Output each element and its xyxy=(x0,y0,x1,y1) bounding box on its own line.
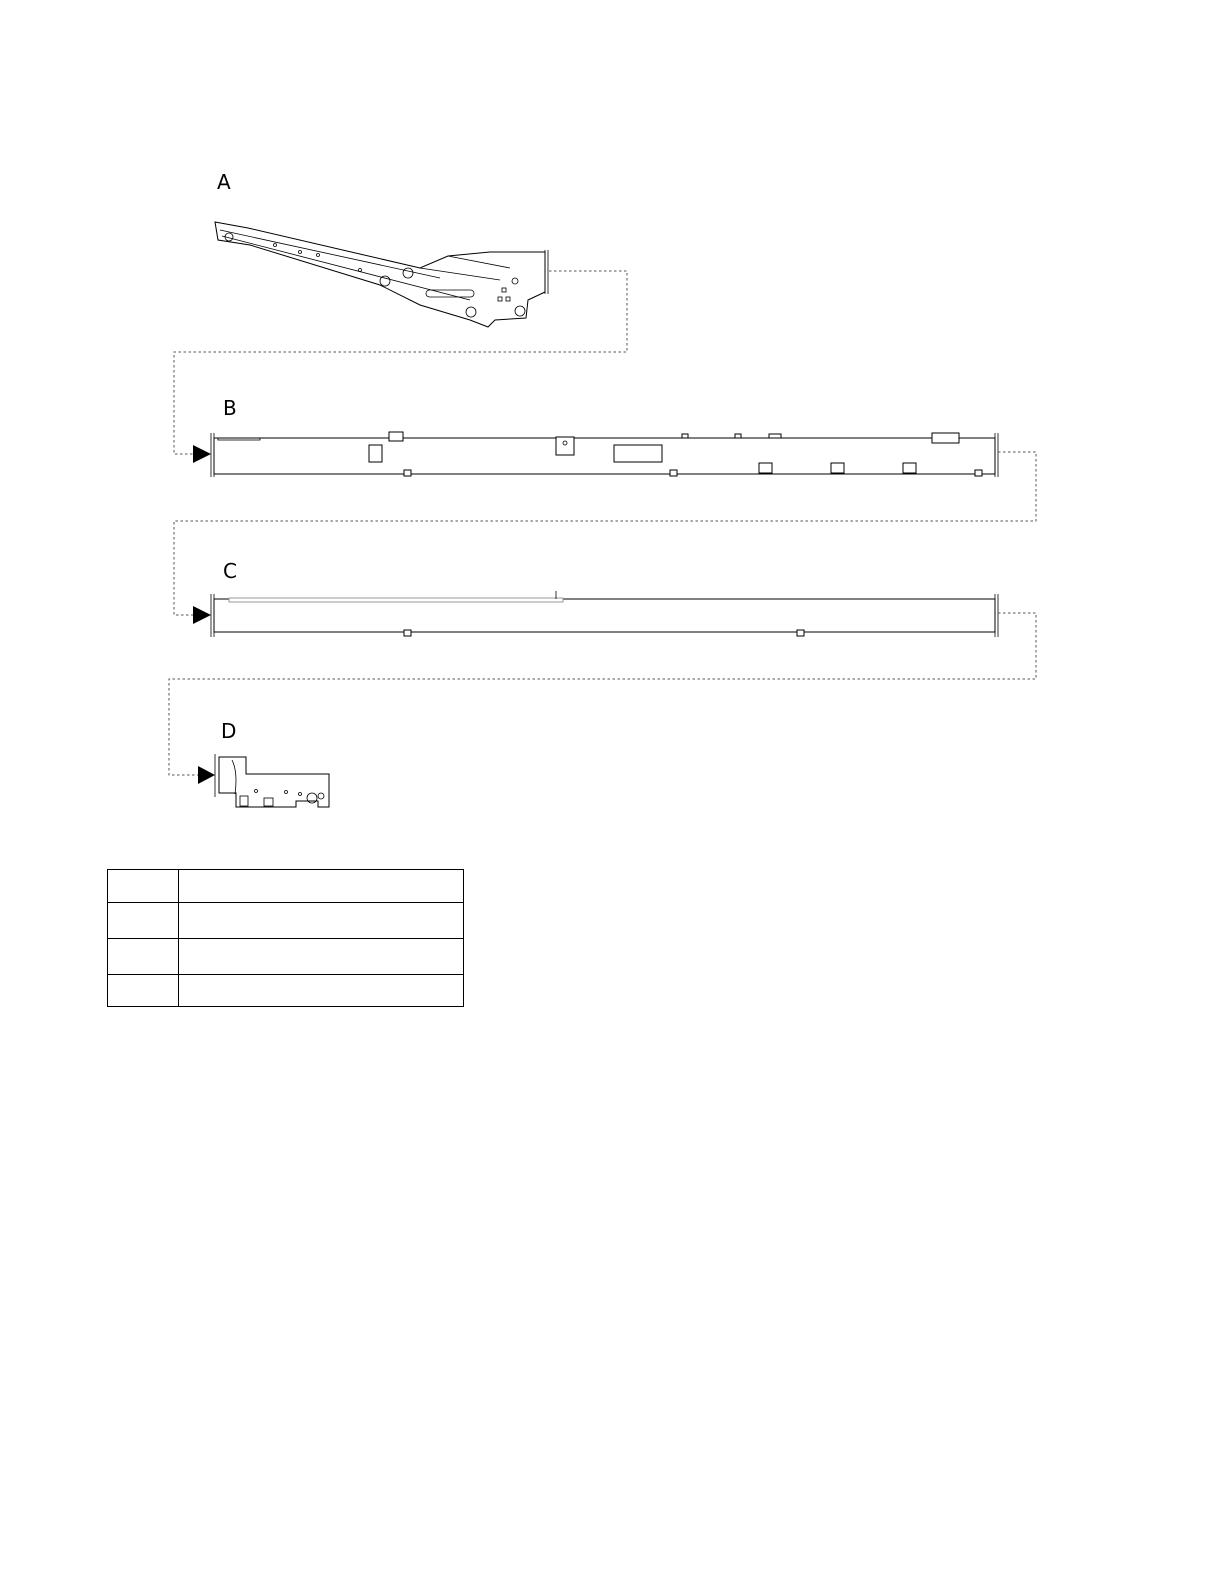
connector-b-to-c xyxy=(174,452,1036,615)
connector-c-to-d xyxy=(169,613,1036,775)
section-d-label: D xyxy=(221,719,237,743)
table-cell-value xyxy=(179,870,464,903)
arrow-into-b-icon xyxy=(193,445,211,463)
table-cell-key xyxy=(108,939,179,975)
table-row xyxy=(108,903,464,939)
section-c-straight-conveyor xyxy=(211,591,998,637)
table-cell-value xyxy=(179,939,464,975)
section-d-end-module xyxy=(215,754,329,807)
flow-connectors xyxy=(169,271,1036,784)
section-b-straight-conveyor xyxy=(211,432,998,477)
arrow-into-c-icon xyxy=(193,606,211,624)
table-row xyxy=(108,939,464,975)
table-cell-key xyxy=(108,903,179,939)
section-b-label: B xyxy=(223,396,237,420)
section-a-inclined-conveyor xyxy=(215,222,548,327)
table-row xyxy=(108,975,464,1007)
arrow-into-d-icon xyxy=(198,766,215,784)
table-row xyxy=(108,870,464,903)
section-c-label: C xyxy=(223,559,237,583)
table-cell-key xyxy=(108,870,179,903)
table-cell-key xyxy=(108,975,179,1007)
table-cell-value xyxy=(179,975,464,1007)
section-a-label: A xyxy=(217,170,231,194)
table-cell-value xyxy=(179,903,464,939)
connector-a-to-b xyxy=(174,271,627,454)
legend-table xyxy=(107,869,464,1007)
